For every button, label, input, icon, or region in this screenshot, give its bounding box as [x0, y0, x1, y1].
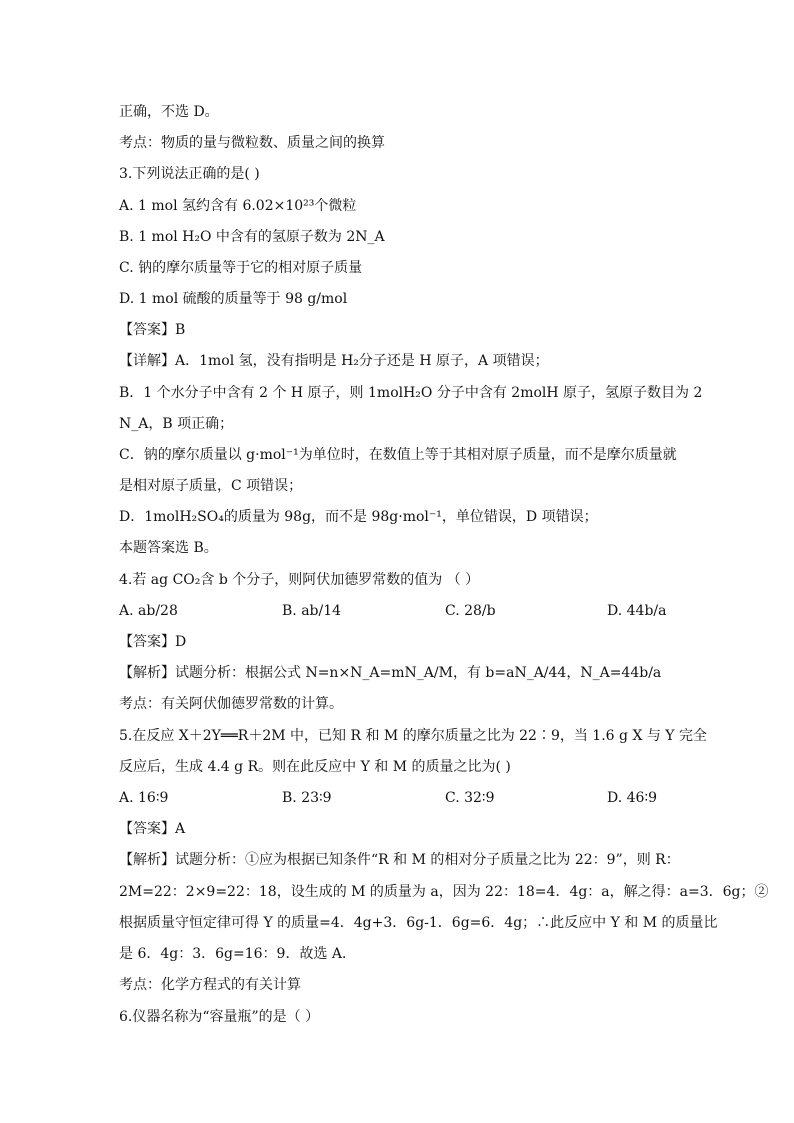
explanation-line: B．1 个水分子中含有 2 个 H 原子，则 1molH₂O 分子中含有 2molH 原子，氢原子数目为 2: [119, 385, 703, 401]
analysis-line: 根据质量守恒定律可得 Y 的质量=4．4g+3．6g-1．6g=6．4g；∴此反应中 Y 和 M 的质量比: [119, 915, 718, 931]
question-5-cont: 反应后，生成 4.4 g R。则在此反应中 Y 和 M 的质量之比为( ): [119, 759, 511, 775]
q5-option-a: A. 16∶9: [119, 790, 169, 806]
q5-option-d: D. 46∶9: [607, 790, 657, 806]
text-line: 考点：有关阿伏伽德罗常数的计算。: [119, 696, 343, 712]
analysis-line: 【解析】试题分析：①应为根据已知条件“R 和 M 的相对分子质量之比为 22：9”，则 R：: [119, 852, 680, 868]
text-line: 考点：物质的量与微粒数、质量之间的换算: [119, 135, 385, 151]
answer-line: 【答案】B: [119, 322, 186, 338]
question-3: 3.下列说法正确的是( ): [119, 166, 260, 182]
explanation-line: 是相对原子质量，C 项错误；: [119, 478, 303, 494]
q4-option-c: C. 28/b: [445, 603, 496, 619]
explanation-line: C．钠的摩尔质量以 g·mol⁻¹为单位时，在数值上等于其相对原子质量，而不是摩尔质量就: [119, 447, 677, 463]
explanation-line: N_A，B 项正确；: [119, 416, 234, 432]
explanation-line: 本题答案选 B。: [119, 540, 218, 556]
q3-option-a: A. 1 mol 氢约含有 6.02×10²³个微粒: [119, 198, 357, 214]
question-6: 6.仪器名称为“容量瓶”的是（ ）: [119, 1009, 320, 1025]
answer-line: 【答案】D: [119, 634, 187, 650]
q4-option-a: A. ab/28: [119, 603, 178, 619]
q4-option-d: D. 44b/a: [607, 603, 667, 619]
text-line: 考点：化学方程式的有关计算: [119, 977, 301, 993]
explanation-line: D．1molH₂SO₄的质量为 98g，而不是 98g·mol⁻¹，单位错误，D 项错误；: [119, 509, 598, 525]
analysis-line: 是 6．4g：3．6g=16：9．故选 A．: [119, 946, 357, 962]
q3-option-d: D. 1 mol 硫酸的质量等于 98 g/mol: [119, 291, 348, 307]
q5-option-b: B. 23∶9: [282, 790, 332, 806]
q3-option-c: C. 钠的摩尔质量等于它的相对原子质量: [119, 260, 363, 276]
answer-line: 【答案】A: [119, 821, 186, 837]
q3-option-b: B. 1 mol H₂O 中含有的氢原子数为 2N_A: [119, 229, 385, 245]
analysis-line: 2M=22：2×9=22：18，设生成的 M 的质量为 a，因为 22：18=4．4g：a，解之得：a=3．6g；②: [119, 884, 769, 900]
explanation-line: 【详解】A．1mol 氢，没有指明是 H₂分子还是 H 原子，A 项错误；: [119, 353, 549, 369]
text-line: 正确，不选 D。: [119, 104, 219, 120]
question-5: 5.在反应 X＋2Y══R＋2M 中，已知 R 和 M 的摩尔质量之比为 22∶9，当 1.6 g X 与 Y 完全: [119, 728, 707, 744]
question-4: 4.若 ag CO₂含 b 个分子，则阿伏加德罗常数的值为 （ ）: [119, 572, 480, 588]
q5-option-c: C. 32∶9: [445, 790, 495, 806]
analysis-line: 【解析】试题分析：根据公式 N=n×N_A=mN_A/M，有 b=aN_A/44，N_A=44b/a: [119, 665, 662, 681]
q4-option-b: B. ab/14: [282, 603, 342, 619]
